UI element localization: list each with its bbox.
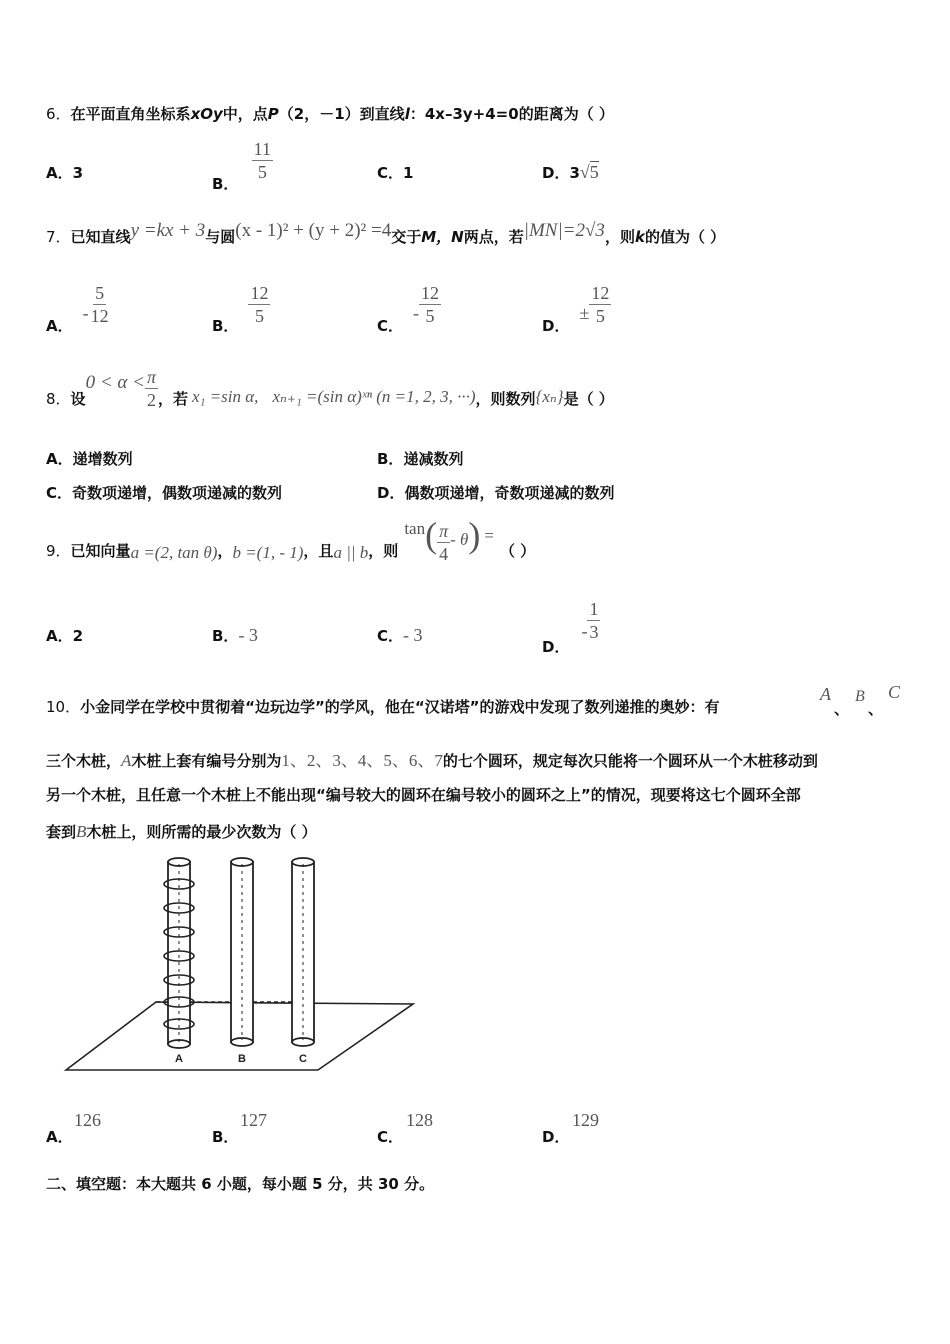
q10-peg-a: A (121, 751, 132, 770)
q7-line-equation: y =kx + 3 (130, 220, 206, 241)
question-10-line-4 (46, 821, 317, 842)
q7-text: 已知直线 (70, 228, 131, 246)
option-label: D． (542, 317, 570, 335)
option-label: B． (377, 450, 404, 468)
option-sign: - (413, 303, 420, 323)
q8-text: ，若 (157, 390, 188, 408)
fraction-numerator: π (439, 521, 449, 541)
fraction-numerator: 5 (95, 283, 105, 303)
q10-number: 10． (46, 698, 81, 716)
fraction-denominator: 4 (439, 544, 449, 564)
option-value: 递增数列 (72, 450, 133, 468)
q7-text: 交于 (391, 228, 422, 246)
option-value: - 3 (238, 625, 258, 645)
q8-text: ，则数列 (475, 390, 536, 408)
peg-b (231, 858, 253, 1046)
option-value: 递减数列 (403, 450, 464, 468)
q10-peg-c: C (888, 682, 901, 702)
q10-option-c-value[interactable]: 128 (406, 1110, 433, 1130)
fraction (589, 282, 611, 327)
fraction-denominator: 5 (257, 162, 267, 182)
question-10-line-2 (46, 746, 818, 771)
paren-right: ) (468, 515, 481, 555)
q6-line-name: l (404, 105, 410, 123)
option-label: A． (46, 1128, 73, 1146)
fraction-numerator: π (146, 367, 156, 387)
q8-x1: x₁ =sin α, (191, 387, 259, 406)
option-label: C． (377, 1128, 404, 1146)
option-label: A． (46, 164, 73, 182)
option-label: C． (377, 164, 404, 182)
q8-option-d[interactable] (377, 482, 614, 503)
q10-peg-b: B (76, 822, 87, 841)
option-value: 偶数项递增，奇数项递减的数列 (404, 484, 615, 502)
q7-text: 的值为（ ） (644, 228, 726, 246)
q7-option-a[interactable] (46, 282, 111, 335)
q7-number: 7． (46, 228, 71, 246)
q9-option-b[interactable] (212, 625, 258, 646)
fraction (89, 282, 111, 327)
q10-text: 小金同学在学校中贯彻着“边玩边学”的学风，他在“汉诺塔”的游戏中发现了数列递推的奥妙：有 (80, 698, 720, 716)
fraction-numerator: 1 (589, 599, 599, 619)
q10-option-b-value[interactable]: 127 (240, 1110, 267, 1130)
question-10-line-3: 另一个木桩，且任意一个木桩上不能出现“编号较大的圆环在编号较小的圆环之上”的情况，现要将这七个圆环全部 (46, 786, 801, 804)
q9-theta: - θ (450, 530, 469, 549)
fraction-numerator: 11 (253, 139, 272, 159)
q8-option-b[interactable] (377, 448, 463, 469)
q9-option-c[interactable] (377, 625, 423, 646)
question-10-line-1 (46, 696, 720, 717)
paren-left: ( (425, 515, 438, 555)
option-label: B． (212, 175, 239, 193)
q9-text: ，且 (303, 542, 334, 560)
q9-vector-b: b =(1, - 1) (232, 543, 304, 562)
fraction-numerator: 12 (250, 283, 269, 303)
q10-text: 三个木桩， (46, 752, 122, 770)
q10-separator: 、 (868, 700, 884, 718)
q8-text: 是（ ） (563, 390, 614, 408)
q7-text: ，则 (604, 228, 635, 246)
q10-separator: 、 (834, 700, 850, 718)
option-label: A． (46, 317, 73, 335)
question-9-stem (46, 515, 536, 565)
q8-condition: 0 < α < (85, 372, 145, 393)
q10-ring-numbers: 1、2、3、4、5、6、7 (281, 751, 443, 770)
sqrt-symbol: √ (579, 162, 590, 182)
q9-number: 9． (46, 542, 71, 560)
q8-text: 设 (70, 390, 86, 408)
q7-text: 两点，若 (463, 228, 524, 246)
peg-label-c: C (299, 1053, 307, 1065)
option-label: A． (46, 450, 73, 468)
q10-option-c[interactable] (377, 1126, 403, 1147)
option-value: 3 (72, 164, 84, 182)
q10-option-a-value[interactable]: 126 (74, 1110, 101, 1130)
q7-option-b[interactable] (212, 282, 270, 335)
option-label: B． (212, 627, 239, 645)
option-label: B． (212, 317, 239, 335)
q6-number: 6． (46, 105, 71, 123)
fraction-denominator: 3 (589, 622, 599, 642)
question-6-stem (46, 103, 614, 124)
q8-recurrence: xₙ₊₁ =(sin α)ˣⁿ (n =1, 2, 3, ···) (272, 387, 476, 406)
q8-sequence: {xₙ} (535, 387, 564, 406)
q9-text: 已知向量 (70, 542, 131, 560)
option-value: 3 (569, 164, 580, 182)
sqrt-radicand: 5 (589, 162, 599, 182)
fraction (145, 366, 158, 411)
option-value: 2 (72, 627, 84, 645)
q6-text: 到直线 (359, 105, 405, 123)
q8-option-a[interactable] (46, 448, 133, 469)
fraction (587, 598, 600, 643)
q10-peg-b: B (855, 688, 865, 705)
q9-parallel: a || b (333, 543, 369, 562)
option-label: D． (542, 1128, 570, 1146)
peg-c (292, 858, 314, 1046)
q6-option-a[interactable] (46, 162, 83, 183)
option-label: C． (377, 317, 404, 335)
q6-system: xOy (190, 105, 223, 123)
fraction-denominator: 5 (595, 306, 605, 326)
q6-line-equation: ：4x–3y+4=0 (409, 105, 519, 123)
fraction-denominator: 2 (146, 390, 156, 410)
q6-option-c[interactable] (377, 162, 413, 183)
q10-text: 的七个圆环，规定每次只能将一个圆环从一个木桩移动到 (442, 752, 818, 770)
q10-option-d[interactable] (542, 1126, 569, 1147)
q9-equals: = (484, 526, 494, 545)
option-label: A． (46, 627, 73, 645)
q7-text: 与圆 (205, 228, 236, 246)
option-label: C． (377, 627, 404, 645)
fraction-denominator: 5 (425, 306, 435, 326)
q6-option-b[interactable] (212, 138, 273, 193)
q10-text: 木桩上，则所需的最少次数为（ ） (86, 823, 317, 841)
fraction-denominator: 12 (90, 306, 109, 326)
q8-number: 8． (46, 390, 71, 408)
q7-chord-length: |MN|=2√3 (523, 220, 605, 241)
fraction (248, 282, 270, 327)
q9-text: （ ） (499, 542, 536, 560)
q6-text: 的距离为（ ） (518, 105, 614, 123)
peg-label-a: A (175, 1053, 183, 1065)
fraction-numerator: 12 (421, 283, 440, 303)
q7-option-d[interactable] (542, 282, 611, 335)
option-label: C． (46, 484, 73, 502)
q9-text: ，则 (368, 542, 399, 560)
q6-text: 中，点 (222, 105, 268, 123)
q9-text: ， (217, 542, 233, 560)
q7-option-c[interactable] (377, 282, 441, 335)
q10-option-d-value[interactable]: 129 (572, 1110, 599, 1130)
q10-text: 套到 (46, 823, 77, 841)
q9-tan: tan (404, 519, 426, 538)
hanoi-tower-figure (58, 852, 423, 1077)
fraction (419, 282, 441, 327)
section-heading-fill-in: 二、填空题：本大题共 6 小题，每小题 5 分，共 30 分。 (46, 1175, 435, 1193)
q7-k: k (634, 228, 645, 246)
option-label: D． (542, 164, 570, 182)
peg-label-b: B (238, 1053, 246, 1065)
fraction-numerator: 12 (591, 283, 610, 303)
option-label: B． (212, 1128, 239, 1146)
option-label: D． (377, 484, 405, 502)
q6-coords: （2，－1） (278, 105, 360, 123)
q7-points: M，N (421, 228, 464, 246)
q10-peg-a: A (820, 684, 831, 704)
q8-option-c[interactable] (46, 482, 282, 503)
q9-option-a[interactable] (46, 625, 83, 646)
peg-b-body (231, 862, 253, 1042)
q10-option-b[interactable] (212, 1126, 238, 1147)
q6-point: P (267, 105, 279, 123)
option-sign: ± (579, 303, 590, 323)
option-value: 奇数项递增，偶数项递减的数列 (72, 484, 283, 502)
peg-c-body (292, 862, 314, 1042)
q9-option-d[interactable] (542, 598, 600, 656)
q6-option-d[interactable] (542, 162, 599, 183)
q9-vector-a: a =(2, tan θ) (130, 543, 218, 562)
option-value: - 3 (403, 625, 423, 645)
q10-text: 木桩上套有编号分别为 (131, 752, 282, 770)
fraction (437, 520, 450, 565)
q7-circle-equation: (x - 1)² + (y + 2)² =4 (235, 220, 392, 241)
fraction-denominator: 5 (254, 306, 264, 326)
q6-text: 在平面直角坐标系 (70, 105, 191, 123)
fraction (252, 138, 273, 183)
question-8-stem (46, 366, 614, 411)
question-7-stem (46, 220, 726, 248)
option-label: D． (542, 638, 570, 656)
q10-option-a[interactable] (46, 1126, 73, 1147)
option-value: 1 (403, 164, 414, 182)
option-sign: - (82, 303, 89, 323)
option-sign: - (581, 621, 588, 641)
